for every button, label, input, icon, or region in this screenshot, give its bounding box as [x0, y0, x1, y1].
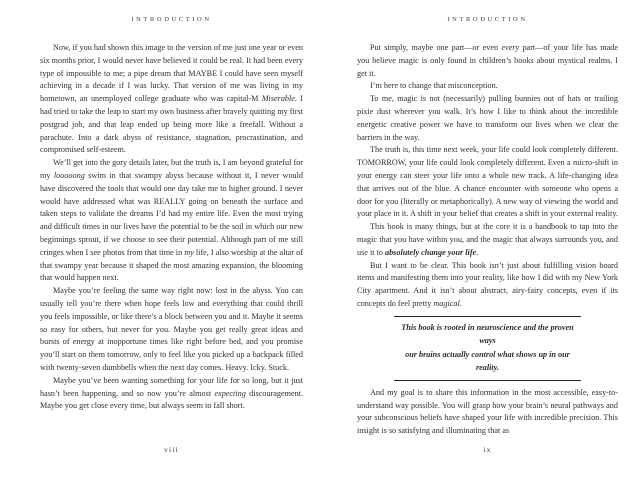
body-paragraph: And my goal is to share this information in the most accessible, easy-to-understand way possible. You will grasp how your brain’s neural pathways and your subconscious beliefs have shaped your life with incredible precision. This insight is so satisfying and illuminating that as: [357, 387, 618, 436]
right-page: [357, 16, 618, 464]
page-number-left: viii: [164, 445, 179, 454]
callout-box: [394, 316, 581, 381]
right-page-body-top: [357, 42, 618, 311]
running-head-left: INTRODUCTION: [131, 16, 212, 23]
body-paragraph: But I want to be clear. This book isn’t just about fulfilling vision board items and manifesting them into your reality, like how I did with my New York City apartment. And it isn’t about abstract, airy-fairy concepts, even if its concepts do feel pretty magical.: [357, 260, 618, 308]
callout-line-2: our brains actually control what shows up in our reality.: [405, 349, 570, 373]
right-page-body-bottom: [357, 387, 618, 438]
left-page-body: [40, 42, 303, 413]
body-paragraph: The truth is, this time next week, your life could look completely different. TOMORROW, your life could look completely different. Even a micro-shift in your energy can steer your life onto a whole new track. A life-changing idea that arrives out of the blue. A chance encounter with someone who opens a door for you (literally or metaphorically). A new way of viewing the world and your place in it. A shift in your belief that creates a shift in your external reality.: [357, 145, 618, 219]
running-head-right: INTRODUCTION: [447, 16, 528, 23]
page-number-right: ix: [483, 445, 492, 454]
left-page: [40, 16, 303, 464]
body-paragraph: This book is many things, but at the core it is a handbook to tap into the magic that you have within you, and the magic that always surrounds you, and use it to absolutely change your life.: [357, 222, 618, 257]
body-paragraph: Maybe you’ve been wanting something for your life for so long, but it just hasn’t been happening, and so now you’re almost expecting discouragement. Maybe you get close every time, but always seem to fall short.: [40, 375, 303, 411]
callout-line-1: This book is rooted in neuroscience and the proven ways: [401, 322, 574, 346]
body-paragraph: I’m here to change that misconception.: [370, 81, 498, 91]
body-paragraph: Maybe you’re feeling the same way right now: lost in the abyss. You can usually tell you’re there when hope feels low and everything that could thrill you feels impossible, or like there’s a block between you and it. Maybe it seems so easy for others, but never for you. Maybe you get really great ideas and bursts of energy at inopportune times like right before bed, and you promise you’ll start on them tomorrow, only to feel like you picked up a backpack filled with twenty-seven dumbbells when the next day comes. Heavy. Icky. Stuck.: [40, 286, 303, 372]
body-paragraph: Now, if you had shown this image to the version of me just one year or even six months prior, I would never have believed it could be real. It had been every type of impossible to me; a pipe dream that MAYBE I could have seen myself achieving in a decade if I was lucky. That version of me was living in my hometown, an unemployed college graduate who was capital-M Miserable. I had tried to take the leap to start my own business after bravely quitting my first postgrad job, and that leap ended up being more like a freefall. Without a parachute. Into a dark abyss of resistance, stagnation, procrastination, and compromised self-esteem.: [40, 43, 303, 155]
body-paragraph: We’ll get into the gory details later, but the truth is, I am beyond grateful for my looooong swim in that swampy abyss because without it, I never would have discovered the tools that would one day take me to higher ground. I never would have addressed what was REALLY going on beneath the surface and taken steps to validate the dreams I’d had my entire life. Even the most trying and difficult times in our lives have the potential to be the soil in which our new beginnings sprout, if we choose to see their potential. Although part of me still cringes when I see photos from that time in my life, I also worship at the altar of that swampy year because it shaped the most amazing expansion, the blooming that would happen next.: [40, 158, 304, 283]
body-paragraph: To me, magic is not (necessarily) pulling bunnies out of hats or trailing pixie dust wherever you walk. It’s how I like to think about the incredible energetic creative power we have to transform our lives when we clear the barriers in the way.: [357, 94, 618, 142]
body-paragraph: Put simply, maybe one part—or even every part—of your life has made you believe magic is only found in children’s books about mystical realms. I get it.: [357, 43, 618, 78]
